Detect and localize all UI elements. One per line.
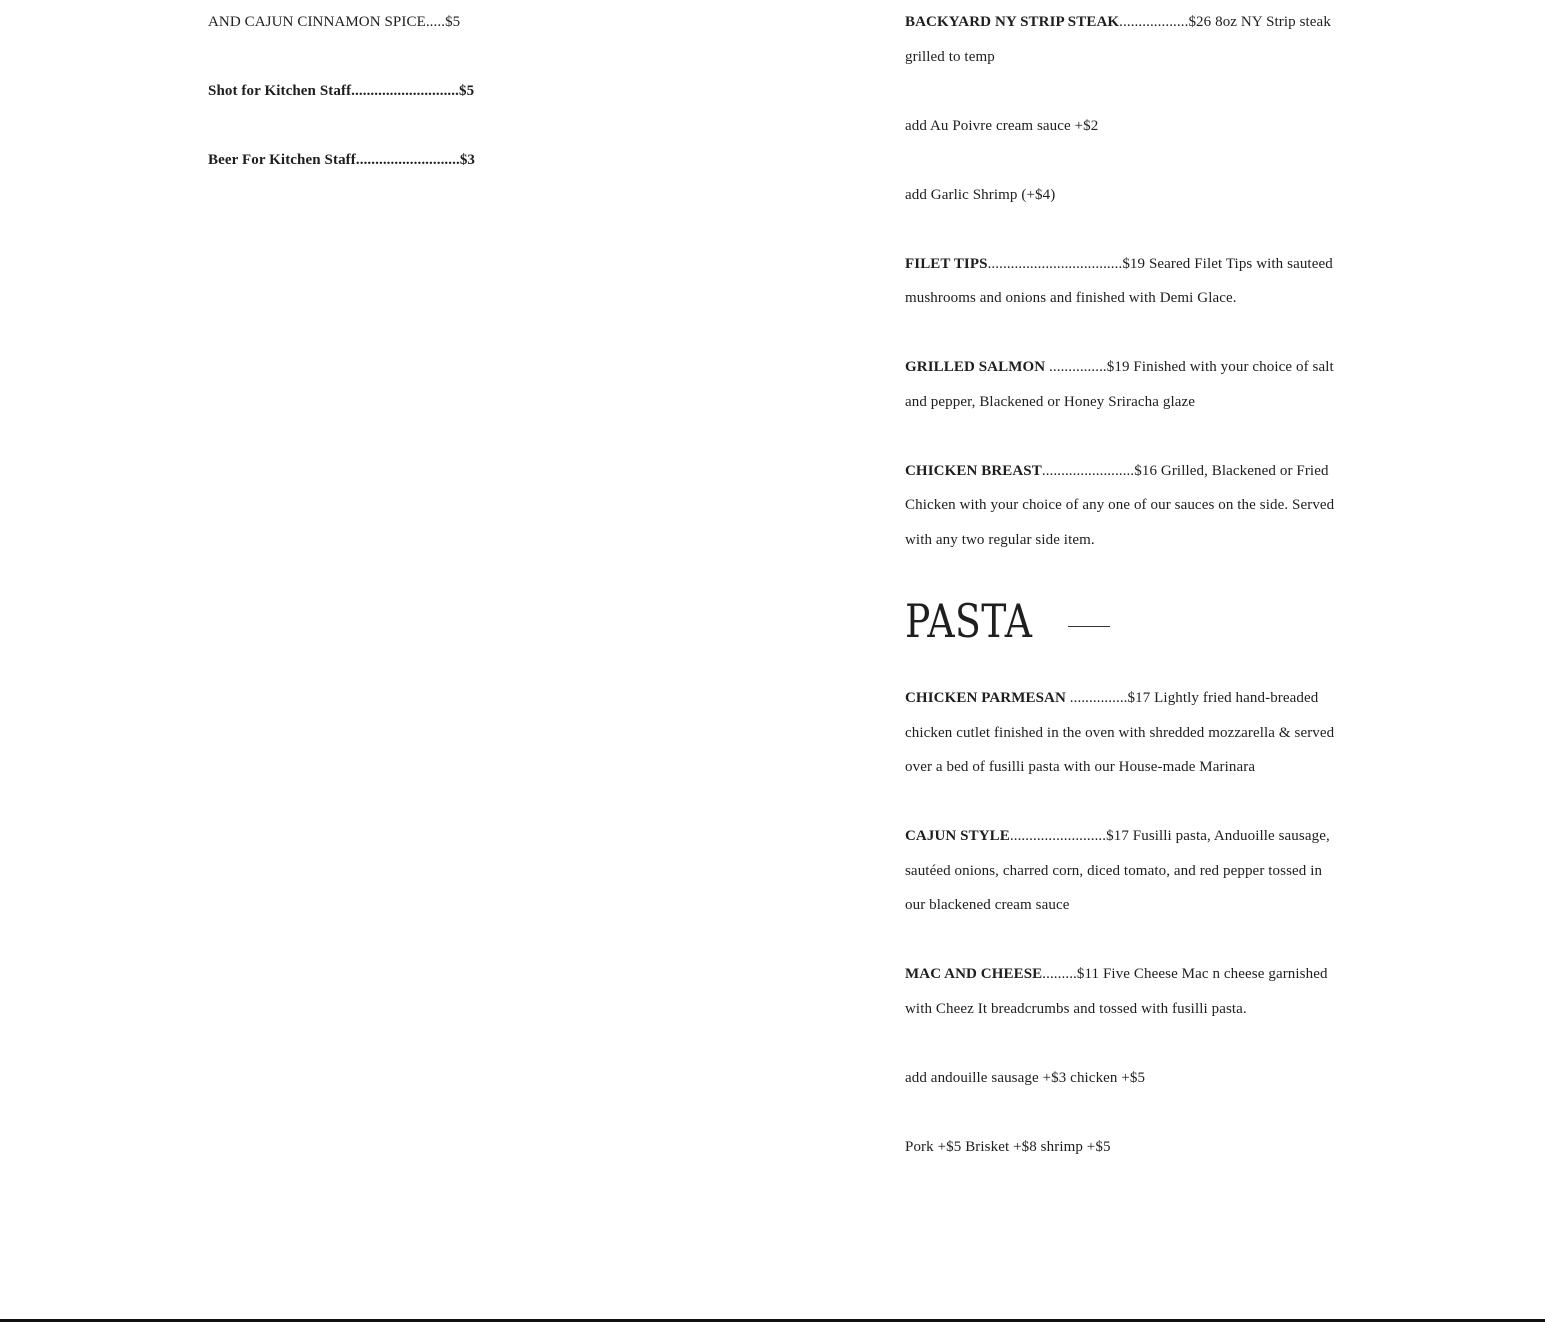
menu-item-name: CHICKEN BREAST (905, 462, 1042, 479)
menu-item-description: ..................$26 8oz NY Strip steak grilled to temp (905, 14, 1331, 65)
spacer (905, 1095, 1345, 1130)
menu-item-mac-and-cheese (905, 957, 1345, 1026)
menu-item-description: .........$11 Five Cheese Mac n cheese garnished with Cheez It breadcrumbs and tossed with fusilli pasta. (905, 966, 1328, 1017)
menu-item-name: FILET TIPS (905, 255, 988, 272)
right-menu-column (905, 0, 1345, 1164)
menu-item-spice: AND CAJUN CINNAMON SPICE.....$5 (208, 14, 461, 30)
menu-item-description: ...............$19 Finished with your choice of salt and pepper, Blackened or Honey Sriracha glaze (905, 359, 1334, 410)
title-divider-line (1068, 626, 1110, 627)
menu-item-shot-for-kitchen-staff: Shot for Kitchen Staff............................$5 (208, 83, 475, 99)
menu-item-grilled-salmon (905, 350, 1345, 419)
spacer (905, 316, 1345, 351)
menu-item-beer-for-kitchen-staff: Beer For Kitchen Staff...........................$3 (208, 152, 476, 168)
spacer (905, 143, 1345, 178)
spacer (905, 212, 1345, 247)
menu-item-name: CAJUN STYLE (905, 828, 1010, 844)
pasta-section-header (905, 591, 1345, 651)
menu-item-cajun-style (905, 819, 1345, 923)
menu-item-chicken-parmesan (905, 681, 1345, 785)
menu-item-description: ...............$17 Lightly fried hand-breaded chicken cutlet finished in the oven with shredded mozzarella & served over a bed of fusilli pasta with our House-made Marinara (905, 690, 1335, 775)
spacer (208, 40, 628, 75)
left-menu-column (208, 0, 628, 178)
menu-item-chicken-breast (905, 454, 1345, 558)
menu-item-description: .........................$17 Fusilli pasta, Anduoille sausage, sautéed onions, charred corn, diced tomato, and red pepper tossed in our blackened cream sauce (905, 828, 1330, 913)
spacer (905, 923, 1345, 958)
spacer (905, 785, 1345, 820)
menu-item-name: BACKYARD NY STRIP STEAK (905, 14, 1120, 30)
addon-sausage-chicken: add andouille sausage +$3 chicken +$5 (905, 1069, 1146, 1086)
addon-au-poivre: add Au Poivre cream sauce +$2 (905, 117, 1099, 134)
menu-item-description: ...................................$19 Seared Filet Tips with sauteed mushrooms and onions and finished with Demi Glace. (905, 255, 1333, 306)
spacer (905, 74, 1345, 109)
menu-item-name: MAC AND CHEESE (905, 966, 1043, 982)
spacer (905, 419, 1345, 454)
addon-garlic-shrimp: add Garlic Shrimp (+$4) (905, 186, 1056, 203)
menu-item-name: CHICKEN PARMESAN (905, 690, 1066, 706)
menu-item-ny-strip-steak (905, 5, 1345, 74)
menu-item-name: GRILLED SALMON (905, 359, 1046, 375)
section-title-pasta: PASTA (905, 594, 1033, 648)
spacer (208, 109, 628, 144)
spacer (905, 1026, 1345, 1061)
menu-item-filet-tips (905, 247, 1345, 316)
addon-pork-brisket-shrimp: Pork +$5 Brisket +$8 shrimp +$5 (905, 1138, 1111, 1155)
menu-item-description: ........................$16 Grilled, Blackened or Fried Chicken with your choice of any one of our sauces on the side. Served with any two regular side item. (905, 462, 1335, 548)
